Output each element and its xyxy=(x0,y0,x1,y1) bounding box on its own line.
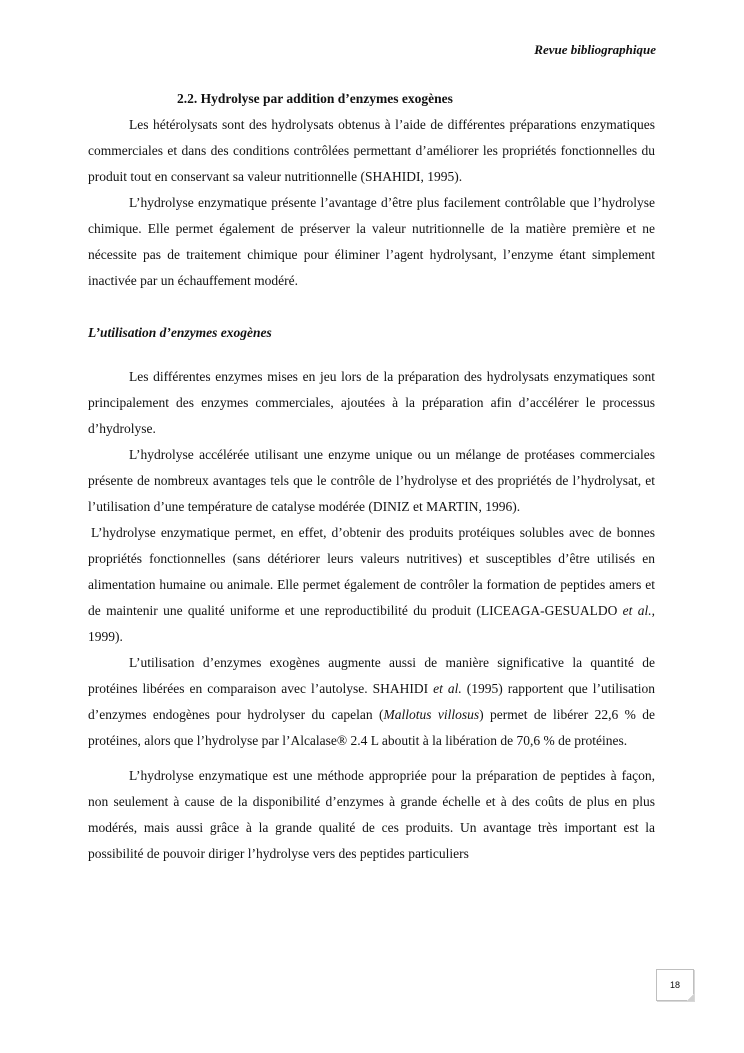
paragraph-enzymes-commerciales: Les différentes enzymes mises en jeu lors de la préparation des hydrolysats enzymatiques sont principalement des enzymes commerciales, ajoutées à la préparation afin d’accélérer le processus d’hydrolyse. xyxy=(88,369,655,436)
page-number: 18 xyxy=(669,980,680,990)
et-al-citation: et al. xyxy=(622,603,652,618)
paragraph-quantite-proteines xyxy=(88,650,655,754)
paragraph-text: L’utilisation d’enzymes exogènes augmente aussi de manière significative la quantité de protéines libérées en comparaison avec l’autolyse. SHAHIDI xyxy=(88,655,655,696)
paragraph-peptides-a-facon: L’hydrolyse enzymatique est une méthode appropriée pour la préparation de peptides à façon, non seulement à cause de la disponibilité d’enzymes à grande échelle et à des coûts de plus en plus modérés, mais aussi grâce à la grande qualité de ces produits. Un avantage très important est la possibilité de pouvoir diriger l’hydrolyse vers des peptides particuliers xyxy=(88,768,655,861)
paragraph-hydrolyse-acceleree: L’hydrolyse accélérée utilisant une enzyme unique ou un mélange de protéases commerciales présente de nombreux avantages tels que le contrôle de l’hydrolyse et des propriétés de l’hydrolysat, et l’utilisation d’une température de catalyse modérée (DINIZ et MARTIN, 1996). xyxy=(88,447,655,514)
paragraph-text: L’hydrolyse enzymatique permet, en effet, d’obtenir des produits protéiques solubles avec de bonnes propriétés fonctionnelles (sans détériorer leurs valeurs nutritives) et susceptibles d’être utilisés en alimentation humaine ou animale. Elle permet également de contrôler la formation de peptides amers et de maintenir une qualité uniforme et une reproductibilité du produit (LICEAGA-GESUALDO xyxy=(88,525,655,618)
running-header: Revue bibliographique xyxy=(534,42,656,57)
page-body xyxy=(88,86,655,867)
et-al-citation: et al. xyxy=(433,681,462,696)
paragraph-heterolysats: Les hétérolysats sont des hydrolysats obtenus à l’aide de différentes préparations enzymatiques commerciales et dans des conditions contrôlées permettant d’améliorer les propriétés fonctionnelles du produit tout en conservant sa valeur nutritionnelle (SHAHIDI, 1995). xyxy=(88,117,655,184)
paragraph-produits-solubles xyxy=(88,520,655,650)
paragraph-avantage-hydrolyse: L’hydrolyse enzymatique présente l’avantage d’être plus facilement contrôlable que l’hydrolyse chimique. Elle permet également de préserver la valeur nutritionnelle de la matière première et ne nécessite pas de traitement chimique pour éliminer l’agent hydrolysant, l’enzyme étant simplement inactivée par un échauffement modéré. xyxy=(88,195,655,288)
citation-year: , 1999). xyxy=(88,603,655,644)
paragraph-text: ) permet de libérer 22,6 % de protéines, alors que l’hydrolyse par l’Alcalase® 2.4 L aboutit à la libération de 70,6 % de protéines. xyxy=(88,707,655,748)
species-name: Mallotus villosus xyxy=(383,707,480,722)
subheading-enzymes-exogenes: L’utilisation d’enzymes exogènes xyxy=(88,325,272,340)
page-number-box xyxy=(656,969,694,1001)
paragraph-text: (1995) rapportent que l’utilisation d’enzymes endogènes pour hydrolyser du capelan ( xyxy=(88,681,656,722)
section-title: 2.2. Hydrolyse par addition d’enzymes exogènes xyxy=(177,91,453,106)
